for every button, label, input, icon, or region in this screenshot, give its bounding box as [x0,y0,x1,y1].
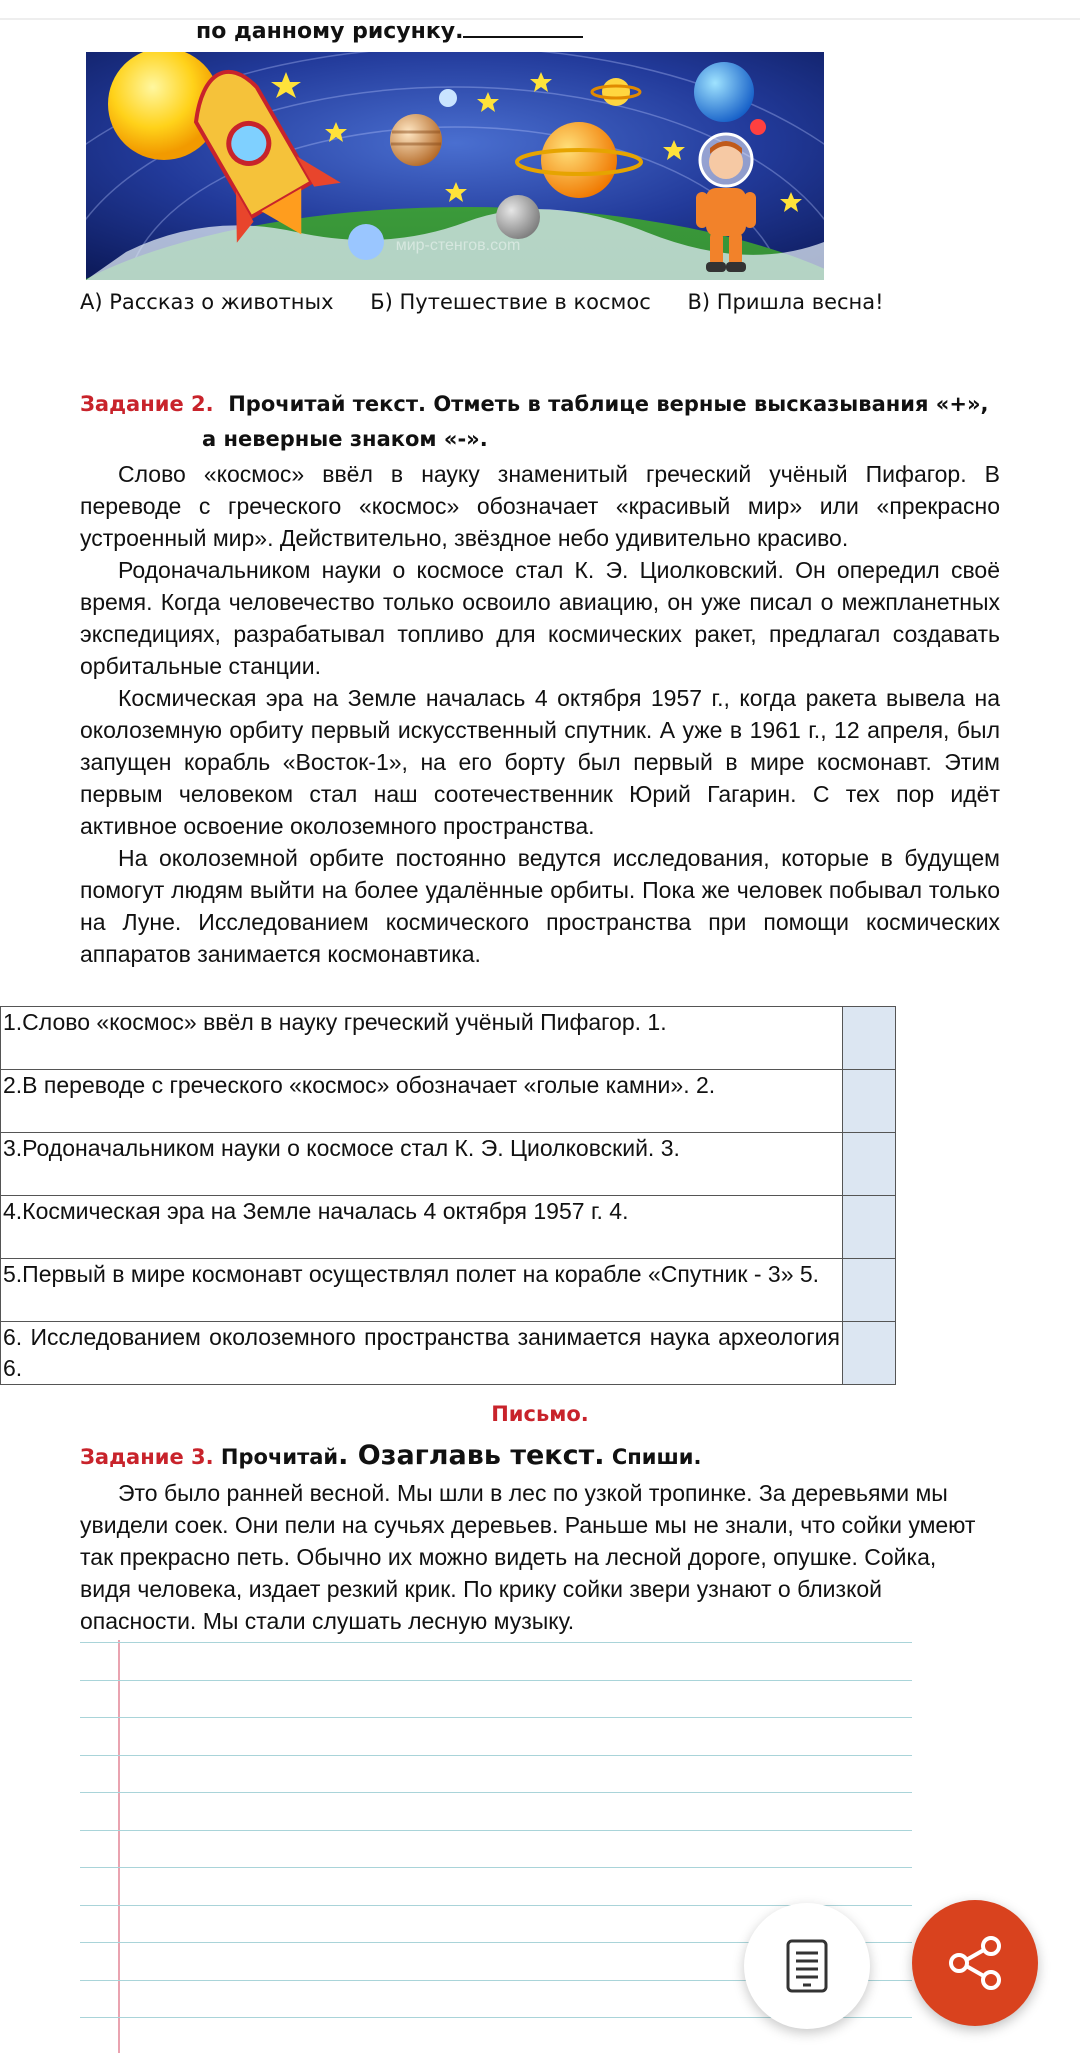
table-row [1,1322,896,1385]
task3-text [80,1477,985,1637]
share-icon [945,1933,1005,1993]
task3-number: Задание 3. [80,1445,214,1469]
table-row [1,1196,896,1259]
ruled-line [80,1830,912,1831]
letter-heading: Письмо. [491,1402,589,1426]
task3-title-part2: . Озаглавь текст. [338,1440,605,1471]
paragraph: Слово «космос» ввёл в науку знаменитый греческий учёный Пифагор. В переводе с греческого «космос» обозначает «красивый мир» или «прекрасно устроенный мир». Действительно, звёздное небо удивительно красиво. [80,461,1000,551]
task3-title-part3: Спиши. [604,1445,702,1469]
task2-reading-text [80,458,1000,970]
table-row [1,1133,896,1196]
statement-cell: 1.Слово «космос» ввёл в науку греческий учёный Пифагор. 1. [1,1007,843,1070]
option-a: А) Рассказ о животных [80,290,334,314]
statement-cell: 4.Космическая эра на Земле началась 4 октября 1957 г. 4. [1,1196,843,1259]
ruled-line [80,1867,912,1868]
paragraph: Это было ранней весной. Мы шли в лес по узкой тропинке. За деревьями мы увидели соек. Они пели на сучьях деревьев. Раньше мы не знали, что сойки умеют так прекрасно петь. Обычно их можно видеть на лесной дороге, опушке. Сойка, видя человека, издает резкий крик. По крику сойки звери узнают о близкой опасности. Мы стали слушать лесную музыку. [80,1480,976,1634]
ruled-line [80,1717,912,1718]
option-b: Б) Путешествие в космос [370,290,651,314]
statement-cell: 2.В переводе с греческого «космос» обозначает «голые камни». 2. [1,1070,843,1133]
ruled-line [80,1642,912,1643]
answer-cell[interactable] [842,1070,895,1133]
option-c: В) Пришла весна! [687,290,884,314]
ruled-line [80,1755,912,1756]
task2-title [80,392,988,416]
task2-title-line2: а неверные знаком «-». [202,427,488,451]
task3-title [80,1440,701,1471]
margin-line [118,1640,120,2053]
paragraph: Космическая эра на Земле началась 4 октября 1957 г., когда ракета вывела на околоземную орбиту первый искусственный спутник. А уже в 1961 г., 12 апреля, был запущен корабль «Восток-1», на его борту был первый в мире космонавт. Этим первым человеком стал наш соотечественник Юрий Гагарин. С тех пор идёт активное освоение околоземного пространства. [80,685,1000,839]
reader-button[interactable] [744,1903,870,2029]
answer-cell[interactable] [842,1322,895,1385]
table-row [1,1070,896,1133]
ruled-line [80,1792,912,1793]
share-button[interactable] [912,1900,1038,2026]
statement-cell: 3.Родоначальником науки о космосе стал К. Э. Циолковский. 3. [1,1133,843,1196]
task2-title-line1: Прочитай текст. Отметь в таблице верные высказывания «+», [228,392,989,416]
task2-number: Задание 2. [80,392,214,416]
document-icon [785,1938,829,1994]
statement-cell: 5.Первый в мире космонавт осуществлял полет на корабле «Спутник - 3» 5. [1,1259,843,1322]
image-watermark: мир-стенгов.com [395,237,521,254]
answer-options [80,290,914,314]
statement-cell: 6. Исследованием околоземного пространства занимается наука археология 6. [1,1322,843,1385]
answer-blank [463,16,583,38]
answer-cell[interactable] [842,1259,895,1322]
paragraph: Родоначальником науки о космосе стал К. Э. Циолковский. Он опередил своё время. Когда человечество только освоило авиацию, он уже писал о межпланетных экспедициях, разрабатывал топливо для космических ракет, предлагал создавать орбитальные станции. [80,557,1000,679]
table-row [1,1007,896,1070]
space-illustration [86,52,824,280]
paragraph: На околоземной орбите постоянно ведутся исследования, которые в будущем помогут людям выйти на более удалённые орбиты. Пока же человек побывал только на Луне. Исследованием космического пространства при помощи космических аппаратов занимается космонавтика. [80,845,1000,967]
table-row [1,1259,896,1322]
answer-cell[interactable] [842,1133,895,1196]
cut-heading: по данному рисунку. [196,16,583,44]
answer-cell[interactable] [842,1196,895,1259]
task3-title-part1: Прочитай [220,1445,339,1469]
statements-table [0,1006,896,1385]
answer-cell[interactable] [842,1007,895,1070]
ruled-line [80,1680,912,1681]
